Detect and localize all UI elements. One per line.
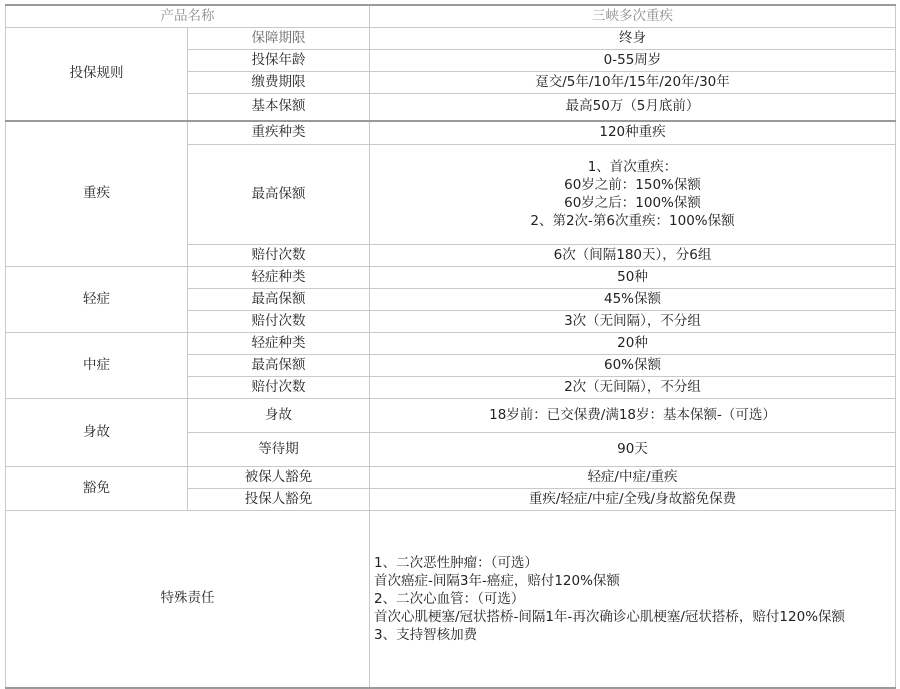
text-line: 首次癌症-间隔3年-癌症，赔付120%保额 [374, 572, 620, 589]
table-header-row [6, 5, 896, 27]
row-label: 身故 [188, 398, 370, 432]
text-line: 2、第2次-第6次重疾：100%保额 [530, 213, 735, 229]
text-line: 2、二次心血管：（可选） [374, 590, 525, 607]
section-critical-label: 重疾 [6, 121, 188, 266]
row-label: 赔付次数 [188, 244, 370, 266]
section-mild-label: 轻症 [6, 266, 188, 332]
row-label: 保障期限 [188, 27, 370, 49]
table-row [6, 510, 896, 688]
row-label: 最高保额 [188, 354, 370, 376]
row-label: 赔付次数 [188, 376, 370, 398]
table-row [6, 332, 896, 354]
table-row [6, 466, 896, 488]
critical-max-value [370, 144, 896, 244]
row-label: 最高保额 [188, 288, 370, 310]
table-row [6, 121, 896, 144]
section-special-label: 特殊责任 [6, 510, 370, 688]
row-value: 50种 [370, 266, 896, 288]
text-line: 3、支持智核加费 [374, 626, 478, 643]
text-line: 1、首次重疾： [587, 159, 678, 175]
row-label: 被保人豁免 [188, 466, 370, 488]
row-value: 6次（间隔180天），分6组 [370, 244, 896, 266]
section-rules-label: 投保规则 [6, 27, 188, 121]
row-value: 0-55周岁 [370, 49, 896, 71]
row-label: 基本保额 [188, 93, 370, 121]
row-value: 最高50万（5月底前） [370, 93, 896, 121]
row-label: 轻症种类 [188, 332, 370, 354]
row-label: 等待期 [188, 432, 370, 466]
text-line: 首次心肌梗塞/冠状搭桥-间隔1年-再次确诊心肌梗塞/冠状搭桥，赔付120%保额 [374, 608, 846, 625]
section-death-label: 身故 [6, 398, 188, 466]
section-waiver-label: 豁免 [6, 466, 188, 510]
product-name-value: 三峡多次重疾 [370, 5, 896, 27]
table-row [6, 266, 896, 288]
row-label: 赔付次数 [188, 310, 370, 332]
row-value: 3次（无间隔），不分组 [370, 310, 896, 332]
row-value: 趸交/5年/10年/15年/20年/30年 [370, 71, 896, 93]
row-label: 轻症种类 [188, 266, 370, 288]
row-label: 重疾种类 [188, 121, 370, 144]
row-value: 60%保额 [370, 354, 896, 376]
special-duties-value [370, 510, 896, 688]
section-moderate-label: 中症 [6, 332, 188, 398]
row-value: 18岁前：已交保费/满18岁：基本保额-（可选） [370, 398, 896, 432]
text-line: 60岁之前：150%保额 [564, 177, 701, 193]
text-line: 1、二次恶性肿瘤：（可选） [374, 554, 538, 571]
row-label: 投保人豁免 [188, 488, 370, 510]
row-value: 120种重疾 [370, 121, 896, 144]
row-label: 缴费期限 [188, 71, 370, 93]
row-label: 投保年龄 [188, 49, 370, 71]
row-value: 90天 [370, 432, 896, 466]
table-row [6, 27, 896, 49]
row-value: 20种 [370, 332, 896, 354]
table-row [6, 398, 896, 432]
row-value: 2次（无间隔），不分组 [370, 376, 896, 398]
row-label: 最高保额 [188, 144, 370, 244]
row-value: 重疾/轻症/中症/全残/身故豁免保费 [370, 488, 896, 510]
row-value: 45%保额 [370, 288, 896, 310]
row-value: 轻症/中症/重疾 [370, 466, 896, 488]
product-name-label: 产品名称 [6, 5, 370, 27]
product-comparison-table [5, 4, 896, 689]
text-line: 60岁之后：100%保额 [564, 195, 701, 211]
row-value: 终身 [370, 27, 896, 49]
